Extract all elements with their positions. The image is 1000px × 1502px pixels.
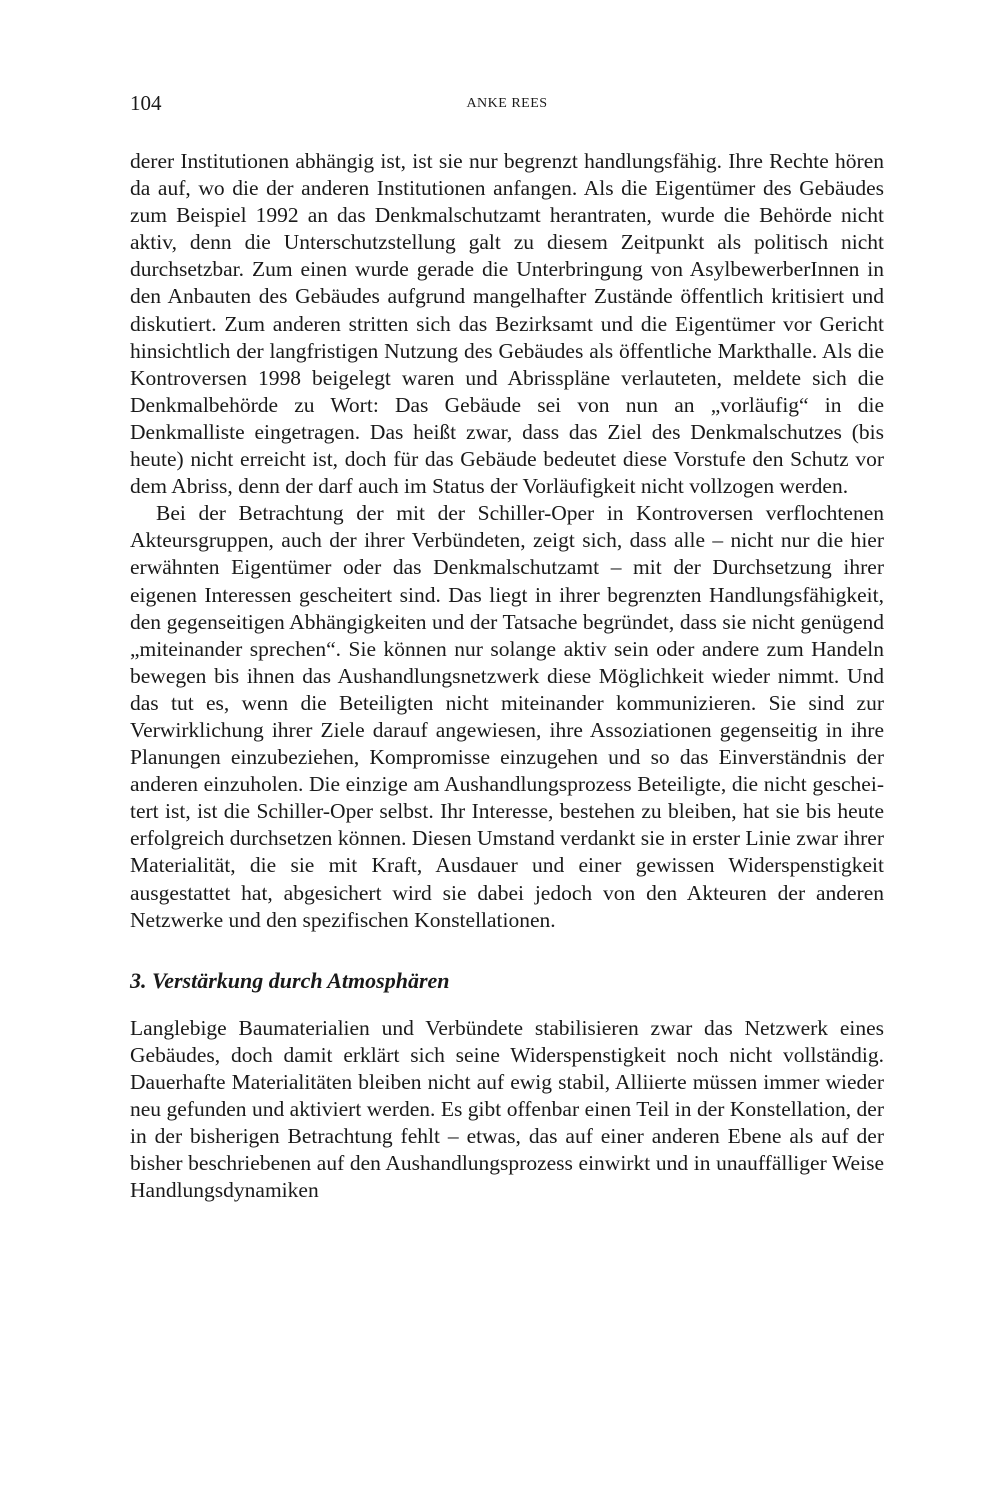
paragraph-continued: derer Institutionen abhängig ist, ist sie nur begrenzt handlungsfähig. Ihre Rechte hören da auf, wo die der anderen Institutionen anfangen. Als die Eigentümer des Gebäudes zum Beispiel 1992 an das Denkmalschutzamt herantraten, wurde die Behörde nicht aktiv, denn die Unterschutzstellung galt zu diesem Zeitpunkt als politisch nicht durchsetzbar. Zum einen wurde gerade die Unterbringung von AsylbewerberInnen in den Anbauten des Gebäudes aufgrund mangelhafter Zustände öffentlich kritisiert und diskutiert. Zum anderen stritten sich das Bezirksamt und die Eigentümer vor Gericht hinsichtlich der langfristigen Nutzung des Gebäudes als öffentliche Markthalle. Als die Kontroversen 1998 beigelegt waren und Abrisspläne verlauteten, meldete sich die Denkmalbehörde zu Wort: Das Gebäude sei von nun an „vorläufig“ in die Denkmalliste eingetragen. Das heißt zwar, dass das Ziel des Denkmalschutzes (bis heute) nicht erreicht ist, doch für das Gebäude bedeutet diese Vorstufe den Schutz vor dem Abriss, denn der darf auch im Status der Vorläufigkeit nicht vollzogen werden. [130, 149, 884, 499]
section-heading: 3. Verstärkung durch Atmosphären [130, 967, 450, 993]
page-number: 104 [130, 91, 162, 115]
paragraph: Bei der Betrachtung der mit der Schiller-Oper in Kontroversen verflochtenen Akteursgruppen, auch der ihrer Verbündeten, zeigt sich, dass alle – nicht nur die hier erwähnten Eigentümer oder das Denkmalschutzamt – mit der Durchsetzung ihrer eigenen Interessen gescheitert sind. Das liegt in ihrer begrenzten Handlungsfähigkeit, den gegenseitigen Abhängigkeiten und der Tatsache begründet, dass sie nicht genügend „miteinander sprechen“. Sie können nur solange aktiv sein oder andere zum Handeln bewegen bis ihnen das Aushandlungsnetzwerk diese Möglichkeit wieder nimmt. Und das tut es, wenn die Beteiligten nicht miteinander kommunizieren. Sie sind zur Verwirklichung ihrer Ziele darauf angewiesen, ihre Assoziationen gegenseitig in ihre Planungen einzubeziehen, Kompromisse einzugehen und so das Einverständnis der anderen einzuholen. Die einzige am Aushandlungsprozess Beteiligte, die nicht gescheitert ist, ist die Schiller-Oper selbst. Ihr Interesse, bestehen zu bleiben, hat sie bis heute erfolgreich durchsetzen können. Diesen Umstand verdankt sie in erster Linie zwar ihrer Materialität, die sie mit Kraft, Ausdauer und einer gewissen Widerspenstigkeit ausgestattet hat, abgesichert wird sie dabei jedoch von den Akteuren der anderen Netzwerke und den spezifischen Konstellationen. [130, 501, 884, 932]
running-title: ANKE REES [466, 96, 548, 111]
running-header [130, 88, 884, 118]
body-text [130, 148, 884, 1204]
section-paragraph: Langlebige Baumaterialien und Verbündete stabilisieren zwar das Netzwerk eines Gebäudes, doch damit erklärt sich seine Widerspenstigkeit noch nicht vollständig. Dauerhafte Materialitäten bleiben nicht auf ewig stabil, Alliierte müssen immer wieder neu gefunden und aktiviert werden. Es gibt offenbar einen Teil in der Konstellation, der in der bisherigen Betrachtung fehlt – etwas, das auf einer anderen Ebene als auf der bisher beschriebenen auf den Aushandlungsprozess einwirkt und in unauffälliger Weise Handlungsdynamiken [130, 1015, 884, 1203]
